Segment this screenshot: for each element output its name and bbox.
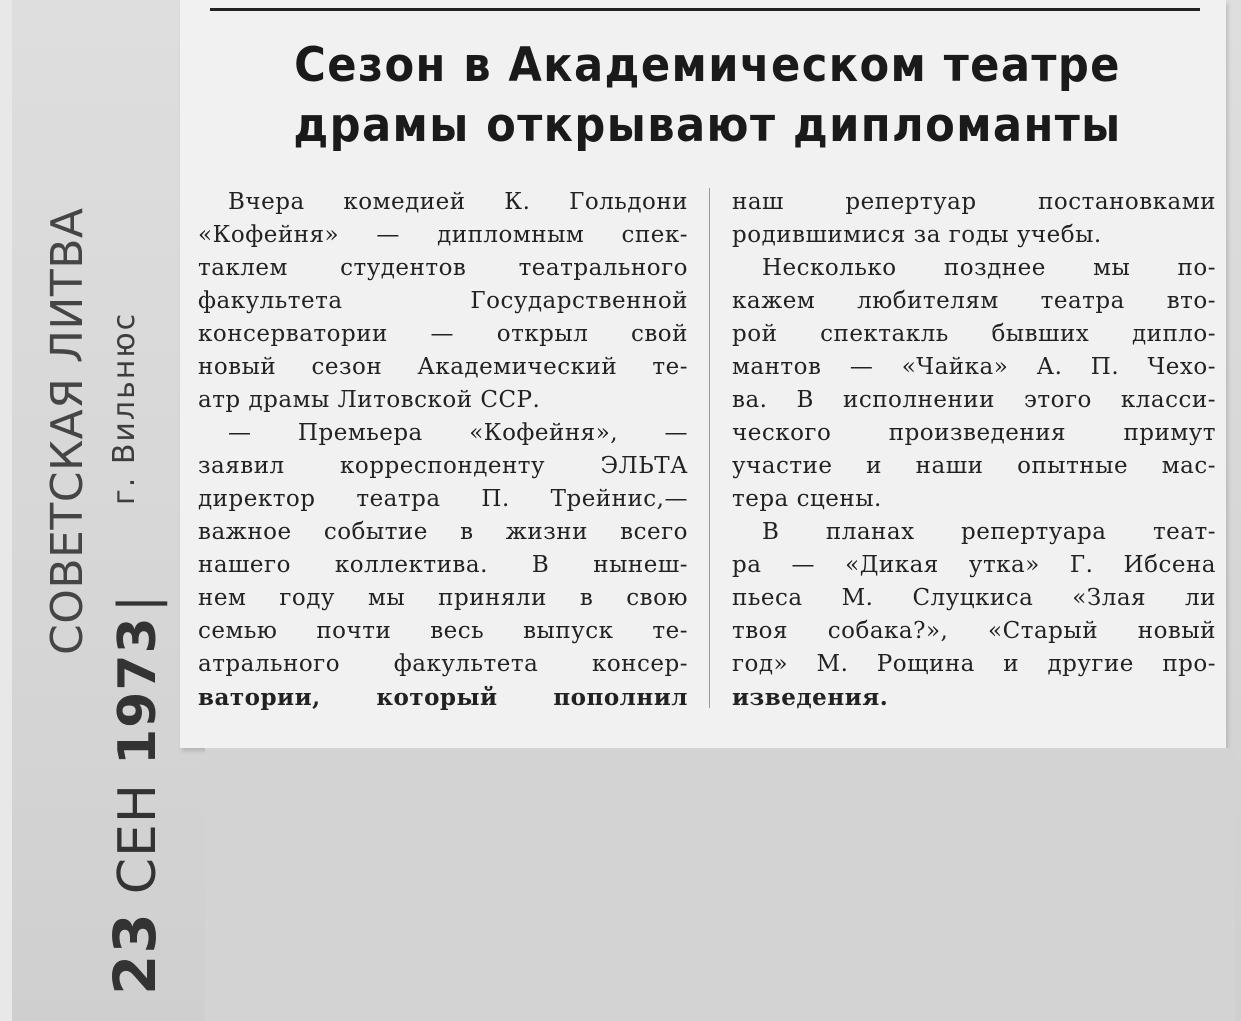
stamp-month: СЕН [108,783,168,895]
article-column-left [198,186,688,714]
headline-line-2: драмы открывают дипломанты [293,98,1122,153]
text-line: твоя собака?», «Старый новый [732,618,1216,644]
text-line: год» М. Рощина и другие про- [732,651,1216,677]
text-line: участие и наши опытные мас- [732,453,1216,479]
stamp-block [15,135,175,995]
text-line: факультета Государственной [198,288,688,314]
text-line: тера сцены. [732,486,882,512]
text-line: изведения. [732,684,889,711]
stamp-year: 1973 [108,616,168,766]
text-line: Несколько позднее мы по- [762,255,1216,281]
text-line: кажем любителям театра вто- [732,288,1216,314]
text-line: «Кофейня» — дипломным спек- [198,222,688,248]
text-line: нем году мы приняли в свою [198,585,688,611]
text-line: заявил корреспонденту ЭЛЬТА [198,453,688,479]
article-column-right [732,186,1216,714]
card-paper-area [205,748,1235,1021]
text-line: атр драмы Литовской ССР. [198,387,541,413]
card-edge [0,0,12,1021]
text-line: директор театра П. Трейнис,— [198,486,688,512]
text-line: Вчера комедией К. Гольдони [228,189,688,215]
text-line: нашего коллектива. В нынеш- [198,552,688,578]
text-line: мантов — «Чайка» А. П. Чехо- [732,354,1216,380]
stamp-date [95,594,178,995]
column-divider [709,188,710,708]
text-line: наш репертуар постановками [732,189,1216,215]
stamp-bar: | [108,593,168,613]
text-line: ра — «Дикая утка» Г. Ибсена [732,552,1216,578]
text-line: важное событие в жизни всего [198,519,688,545]
text-line: родившимися за годы учебы. [732,222,1102,248]
text-line: новый сезон Академический те- [198,354,688,380]
text-line: В планах репертуара теат- [762,519,1216,545]
stamp-city: г. Вильнюс [107,311,142,505]
text-line: ва. В исполнении этого класси- [732,387,1216,413]
text-line: — Премьера «Кофейня», — [228,420,688,446]
text-line: семью почти весь выпуск те- [198,618,688,644]
text-line: таклем студентов театрального [198,255,688,281]
text-line: ческого произведения примут [732,420,1216,446]
text-line: консерватории — открыл свой [198,321,688,347]
text-line: рой спектакль бывших дипло- [732,321,1216,347]
headline-line-1: Сезон в Академическом театре [294,38,1121,93]
stamp-newspaper-name: СОВЕТСКАЯ ЛИТВА [42,207,93,655]
stamp-day: 23 [101,912,169,995]
top-rule [210,8,1200,11]
article-headline [254,36,1160,156]
text-line: атрального факультета консер- [198,651,688,677]
text-line: пьеса М. Слуцкиса «Злая ли [732,585,1216,611]
text-line: ватории, который пополнил [198,684,688,711]
